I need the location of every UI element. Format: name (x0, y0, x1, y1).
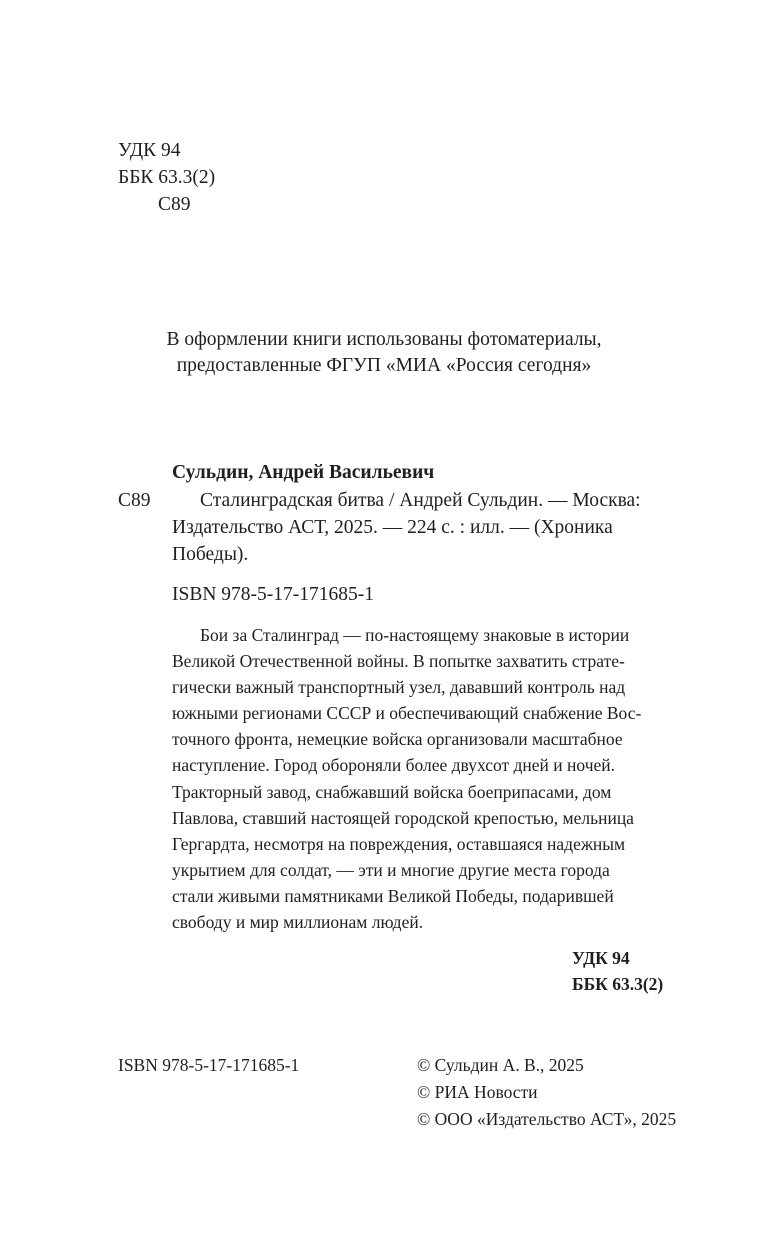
photo-note-line-2: предоставленные ФГУП «МИА «Россия сегодня» (176, 355, 592, 376)
annotation-line: Великой Отечественной войны. В попытке захватить страте- (172, 651, 625, 671)
catalog-entry-line-3: Победы). (172, 544, 249, 565)
annotation-line: укрытием для солдат, — эти и многие другие места города (172, 860, 610, 880)
catalog-isbn: ISBN 978-5-17-171685-1 (172, 584, 375, 605)
annotation-line: гически важный транспортный узел, дававший контроль над (172, 677, 626, 697)
footer-isbn: ISBN 978-5-17-171685-1 (118, 1055, 300, 1075)
udk-code-top: УДК 94 (118, 140, 181, 161)
catalog-sign: С89 (118, 490, 151, 511)
annotation-line: стали живыми памятниками Великой Победы, подарившей (172, 886, 614, 906)
annotation-line: Павлова, ставший настоящей городской крепостью, мельница (172, 808, 634, 828)
udk-code-bold: УДК 94 (572, 948, 630, 968)
annotation-line: южными регионами СССР и обеспечивающий снабжение Вос- (172, 703, 642, 723)
copyright-publisher: © ООО «Издательство АСТ», 2025 (417, 1109, 677, 1129)
copyright-ria: © РИА Новости (417, 1082, 538, 1102)
annotation-line: свободу и мир миллионам людей. (172, 912, 424, 932)
bbk-code-top: ББК 63.3(2) (118, 167, 216, 188)
bbk-code-bold: ББК 63.3(2) (572, 974, 664, 994)
annotation-line: Бои за Сталинград — по-настоящему знаковые в истории (200, 625, 630, 645)
annotation-line: Гергардта, несмотря на повреждения, оставшаяся надежным (172, 834, 626, 854)
copyright-author: © Сульдин А. В., 2025 (417, 1055, 584, 1075)
annotation-line: точного фронта, немецкие войска организовали масштабное (172, 729, 623, 749)
catalog-entry-line-2: Издательство АСТ, 2025. — 224 с. : илл. — (Хроника (172, 517, 613, 538)
author-sign-top: С89 (158, 194, 191, 215)
annotation-line: наступление. Город обороняли более двухсот дней и ночей. (172, 755, 616, 775)
photo-note-line-1: В оформлении книги использованы фотоматериалы, (166, 329, 602, 350)
annotation-line: Тракторный завод, снабжавший войска боеприпасами, дом (172, 782, 612, 802)
catalog-author: Сульдин, Андрей Васильевич (172, 462, 435, 483)
catalog-entry-line-1: Сталинградская битва / Андрей Сульдин. — Москва: (200, 490, 641, 511)
